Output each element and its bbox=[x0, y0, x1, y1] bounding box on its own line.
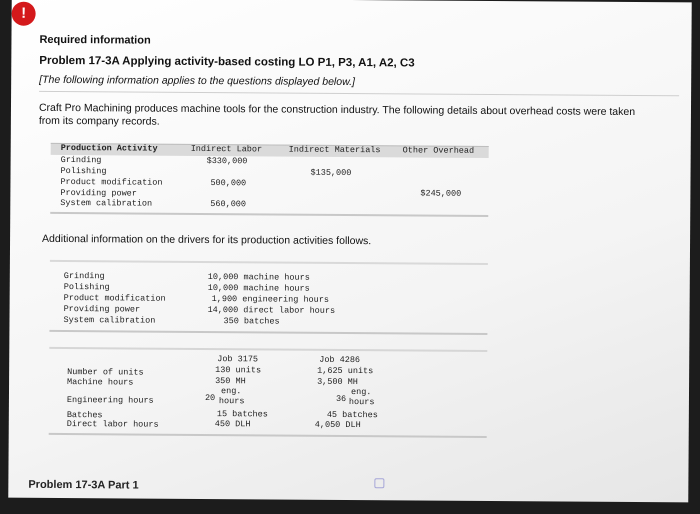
alert-icon: ! bbox=[12, 2, 36, 26]
list-item: 14,000 direct labor hours bbox=[207, 305, 336, 316]
col-other: Other Overhead bbox=[402, 145, 475, 156]
problem-page bbox=[8, 0, 691, 502]
table-cell: 20 bbox=[204, 392, 216, 404]
list-item: Providing power bbox=[63, 304, 141, 315]
table-row: Machine hours bbox=[67, 377, 134, 388]
table-row: Batches bbox=[66, 410, 103, 421]
list-item: 10,000 machine hours bbox=[207, 272, 310, 283]
table-cell: $245,000 bbox=[420, 188, 462, 199]
job-header: Job 4286 bbox=[319, 354, 361, 366]
table-top-rule bbox=[49, 347, 487, 352]
table-cell: 15 batches bbox=[216, 409, 268, 420]
intro-text: Craft Pro Machining produces machine tools for the construction industry. The following details about overhead costs were taken from its company records. bbox=[38, 101, 636, 128]
list-item: Polishing bbox=[63, 282, 110, 293]
table-bottom-rule bbox=[49, 330, 487, 335]
table-cell: 36 bbox=[335, 393, 347, 404]
col-activity: Production Activity bbox=[60, 142, 158, 154]
table-row: Grinding bbox=[60, 154, 102, 166]
table-bottom-rule bbox=[50, 212, 488, 217]
additional-text: Additional information on the drivers for its production activities follows. bbox=[42, 232, 372, 248]
table-row: Product modification bbox=[60, 176, 163, 188]
table-cell: eng. bbox=[220, 386, 242, 397]
table-cell: 45 batches bbox=[326, 409, 378, 421]
table-row: Number of units bbox=[67, 367, 144, 378]
table-top-rule bbox=[50, 260, 488, 265]
table-row: Providing power bbox=[60, 187, 137, 199]
table-cell: 500,000 bbox=[210, 178, 247, 189]
col-labor: Indirect Labor bbox=[190, 143, 263, 155]
list-item: Product modification bbox=[63, 293, 166, 304]
table-cell: 3,500 MH bbox=[317, 376, 358, 388]
table-row: Polishing bbox=[60, 165, 107, 177]
cursor-icon bbox=[374, 478, 384, 488]
list-item: Grinding bbox=[63, 271, 105, 282]
list-item: System calibration bbox=[63, 315, 156, 326]
table-cell: hours bbox=[218, 396, 245, 407]
table-cell: 450 DLH bbox=[214, 419, 251, 430]
list-item: 350 batches bbox=[223, 316, 280, 327]
table-cell: 130 units bbox=[215, 365, 262, 376]
table-bottom-rule bbox=[49, 433, 487, 438]
table-cell: 560,000 bbox=[210, 199, 247, 210]
table-row: Direct labor hours bbox=[66, 419, 159, 430]
problem-note: [The following information applies to the questions displayed below.] bbox=[39, 73, 355, 89]
table-cell: eng. bbox=[350, 387, 372, 398]
table-cell: 1,625 units bbox=[317, 365, 374, 377]
part-heading: Problem 17-3A Part 1 bbox=[28, 478, 139, 492]
divider bbox=[39, 91, 679, 96]
table-cell: $330,000 bbox=[206, 155, 248, 167]
table-row: Engineering hours bbox=[66, 395, 154, 406]
job-header: Job 3175 bbox=[217, 354, 259, 365]
table-cell: 4,050 DLH bbox=[314, 419, 361, 431]
required-info-heading: Required information bbox=[39, 33, 151, 47]
problem-title: Problem 17-3A Applying activity-based costing LO P1, P3, A1, A2, C3 bbox=[39, 54, 415, 70]
col-materials: Indirect Materials bbox=[288, 144, 381, 156]
table-cell: hours bbox=[348, 396, 375, 408]
list-item: 1,900 engineering hours bbox=[211, 294, 330, 305]
list-item: 10,000 machine hours bbox=[207, 283, 310, 294]
table-cell: 350 MH bbox=[215, 376, 246, 387]
table-cell: $135,000 bbox=[310, 167, 352, 179]
table-row: System calibration bbox=[60, 197, 153, 209]
